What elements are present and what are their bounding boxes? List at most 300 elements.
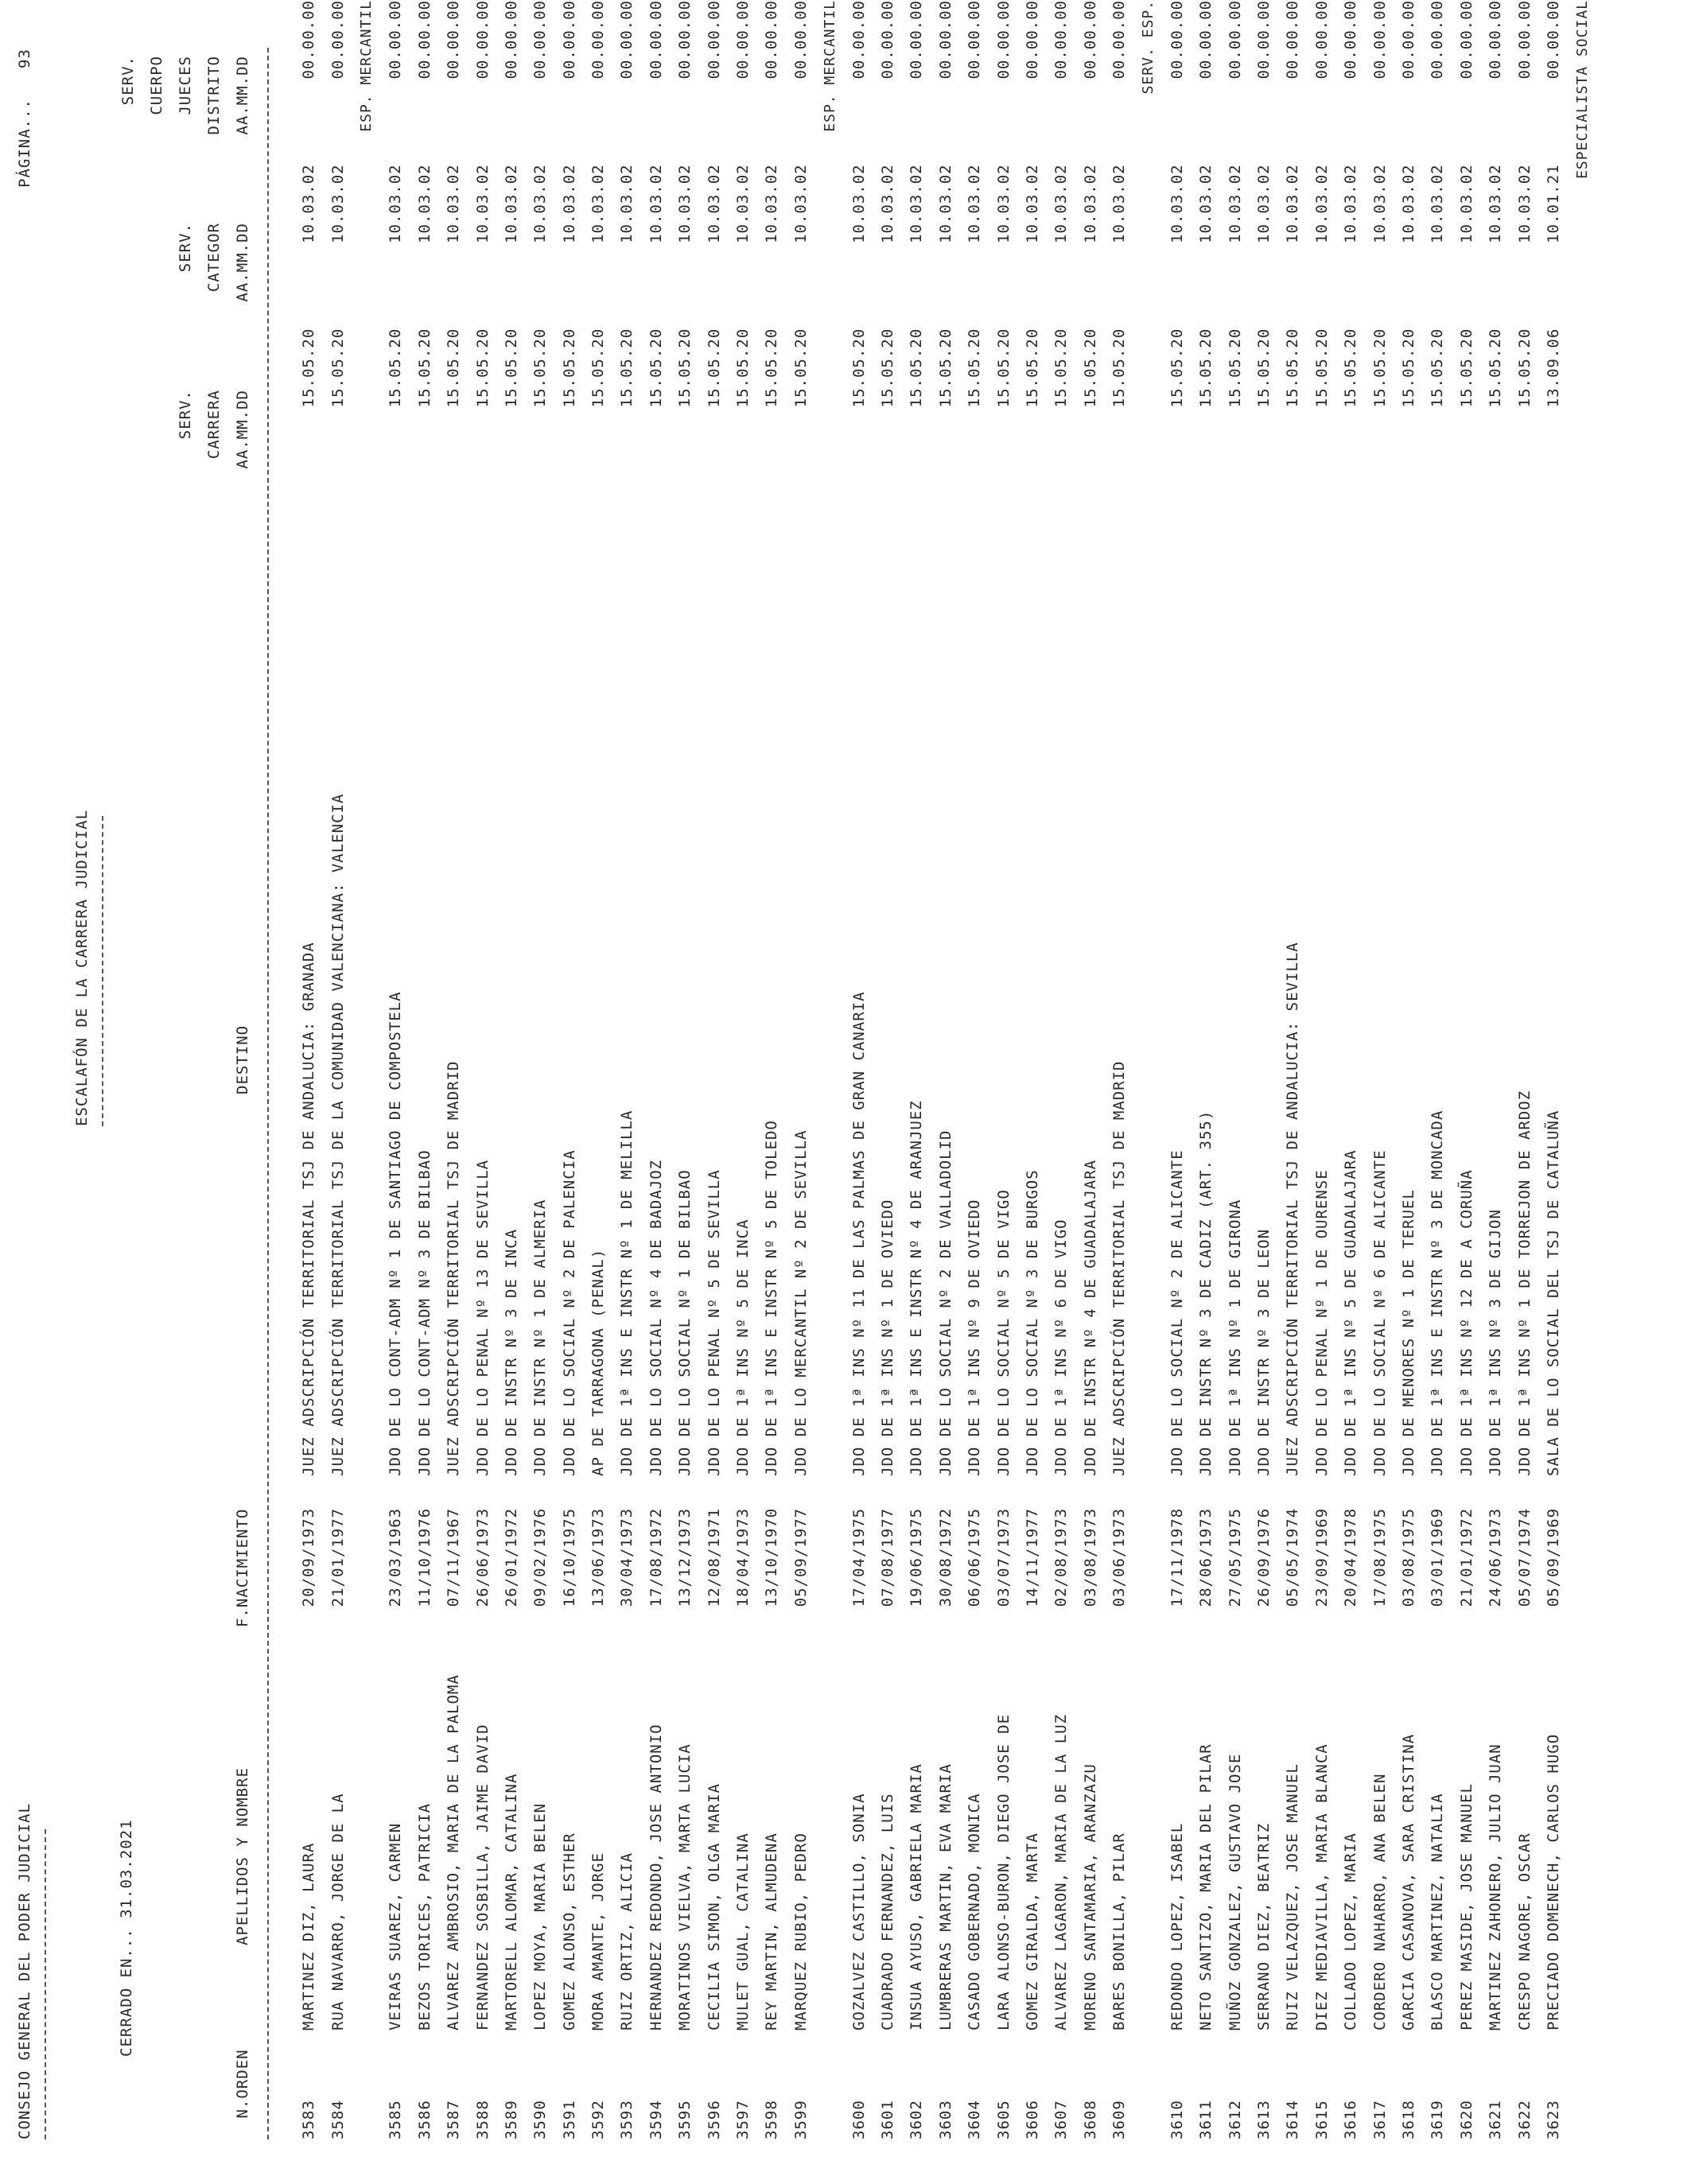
birth-date-cell: 30/08/1972 — [936, 1507, 954, 1607]
name-cell: LUMBRERAS MARTIN, EVA MARIA — [936, 1763, 954, 2031]
birth-date-cell: 30/04/1973 — [618, 1507, 636, 1607]
order-cell: 3592 — [589, 2100, 608, 2139]
service-category-cell: 10.03.02 — [1168, 164, 1186, 243]
col-cat-header-3: AA.MM.DD — [234, 223, 251, 302]
destination-cell: JDO DE LO SOCIAL Nº 2 DE ALICANTE — [1168, 1149, 1186, 1476]
service-district-cell: 00.00.00 — [1370, 0, 1389, 80]
service-district-cell: 00.00.00 — [300, 0, 318, 80]
birth-date-cell: 02/08/1973 — [1052, 1507, 1071, 1607]
service-district-cell: 00.00.00 — [531, 0, 550, 80]
name-cell: NETO SANTIZO, MARIA DEL PILAR — [1197, 1743, 1215, 2031]
destination-cell: SALA DE LO SOCIAL DEL TSJ DE CATALUÑA — [1544, 1109, 1562, 1476]
service-district-cell: 00.00.00 — [994, 0, 1013, 80]
destination-cell: JDO DE INSTR Nº 3 DE LEON — [1255, 1228, 1273, 1476]
name-cell: FERNANDEZ SOSBILLA, JAIME DAVID — [473, 1723, 492, 2031]
order-cell: 3601 — [879, 2100, 896, 2139]
col-carr-header-2: CARRERA — [205, 390, 223, 460]
service-district-cell: 00.00.00 — [328, 0, 347, 80]
service-category-cell: 10.03.02 — [531, 164, 550, 243]
table-row — [1076, 0, 1105, 2139]
service-career-cell: 15.05.20 — [1023, 328, 1041, 408]
service-district-cell: 00.00.00 — [763, 0, 781, 80]
service-category-cell: 10.03.02 — [1226, 164, 1244, 243]
destination-cell: JUEZ ADSCRIPCIÓN TERRITORIAL TSJ DE ANDALUCIA: SEVILLA — [1284, 942, 1302, 1476]
table-row — [439, 0, 468, 2139]
register-table — [294, 0, 1597, 2139]
table-row — [1278, 0, 1307, 2139]
table-row — [671, 0, 699, 2139]
destination-cell: JDO DE 1ª INS Nº 1 DE OVIEDO — [879, 1199, 896, 1476]
name-cell: MORA AMANTE, JORGE — [589, 1852, 608, 2031]
service-career-cell: 15.05.20 — [502, 328, 520, 408]
name-cell: GOMEZ GIRALDA, MARTA — [1023, 1832, 1041, 2031]
col-dist-header-2: CUERPO — [148, 56, 165, 115]
col-cat-header-2: CATEGOR — [205, 223, 223, 293]
name-cell: RUIZ VELAZQUEZ, JOSE MANUEL — [1284, 1763, 1302, 2031]
service-career-cell: 15.05.20 — [908, 328, 926, 408]
table-row — [1365, 0, 1394, 2139]
destination-cell: JDO DE INSTR Nº 4 DE GUADALAJARA — [1081, 1159, 1099, 1476]
order-cell: 3622 — [1515, 2100, 1534, 2139]
service-district-cell: 00.00.00 — [879, 0, 896, 80]
birth-date-cell: 17/04/1975 — [849, 1507, 868, 1607]
name-cell: MULET GUAL, CATALINA — [734, 1832, 752, 2031]
service-district-cell: 00.00.00 — [1312, 0, 1331, 80]
service-district-cell: 00.00.00 — [1342, 0, 1360, 80]
name-cell: BARES BONILLA, PILAR — [1110, 1832, 1129, 2031]
service-career-cell: 15.05.20 — [936, 328, 954, 408]
name-cell: MARTINEZ ZAHONERO, JULIO JUAN — [1487, 1743, 1505, 2031]
name-cell: CECILIA SIMON, OLGA MARIA — [705, 1783, 723, 2031]
order-cell: 3583 — [300, 2100, 318, 2139]
document-title: ESCALAFÓN DE LA CARRERA JUDICIAL — [73, 809, 91, 1126]
order-cell: 3586 — [415, 2100, 433, 2139]
name-cell: INSUA AYUSO, GABRIELA MARIA — [908, 1763, 926, 2031]
name-cell: SERRANO DIEZ, BEATRIZ — [1255, 1822, 1273, 2031]
col-order-header: N.ORDEN — [234, 2049, 251, 2119]
order-cell: 3591 — [560, 2100, 578, 2139]
birth-date-cell: 14/11/1977 — [1023, 1507, 1041, 1607]
service-district-cell: 00.00.00 — [1081, 0, 1099, 80]
service-career-cell: 15.05.20 — [1457, 328, 1475, 408]
table-row — [902, 0, 931, 2139]
service-district-cell: 00.00.00 — [1487, 0, 1505, 80]
birth-date-cell: 20/09/1973 — [300, 1507, 318, 1607]
service-category-cell: 10.03.02 — [1400, 164, 1418, 243]
name-cell: MORATINOS VIELVA, MARTA LUCIA — [676, 1743, 694, 2031]
service-career-cell: 15.05.20 — [1226, 328, 1244, 408]
table-row — [1510, 0, 1538, 2139]
table-row — [584, 0, 612, 2139]
service-category-cell: 10.03.02 — [1110, 164, 1129, 243]
order-cell: 3602 — [908, 2100, 926, 2139]
destination-cell: JDO DE 1ª INS Nº 5 DE GUADALAJARA — [1342, 1149, 1360, 1476]
service-district-cell: 00.00.00 — [1429, 0, 1447, 80]
birth-date-cell: 26/09/1976 — [1255, 1507, 1273, 1607]
service-category-cell: 10.03.02 — [328, 164, 347, 243]
table-row — [1336, 0, 1365, 2139]
birth-date-cell: 13/06/1973 — [589, 1507, 608, 1607]
service-career-cell: 15.05.20 — [791, 328, 810, 408]
service-career-cell: 15.05.20 — [1400, 328, 1418, 408]
order-cell: 3612 — [1226, 2100, 1244, 2139]
name-cell: GOMEZ ALONSO, ESTHER — [560, 1832, 578, 2031]
service-district-cell: 00.00.00 — [1284, 0, 1302, 80]
table-row — [642, 0, 671, 2139]
service-career-cell: 15.05.20 — [966, 328, 984, 408]
service-career-cell: 15.05.20 — [1081, 328, 1099, 408]
birth-date-cell: 03/01/1969 — [1429, 1507, 1447, 1607]
page-number: 93 — [16, 49, 33, 68]
table-row — [1539, 0, 1568, 2139]
service-career-cell: 15.05.20 — [300, 328, 318, 408]
order-cell: 3598 — [763, 2100, 781, 2139]
order-cell: 3623 — [1544, 2100, 1562, 2139]
service-career-cell: 15.05.20 — [1312, 328, 1331, 408]
order-cell: 3604 — [966, 2100, 984, 2139]
service-career-cell: 15.05.20 — [849, 328, 868, 408]
name-cell: RUA NAVARRO, JORGE DE LA — [328, 1793, 347, 2031]
table-row — [1105, 0, 1133, 2139]
service-district-cell: 00.00.00 — [1255, 0, 1273, 80]
service-district-cell: 00.00.00 — [908, 0, 926, 80]
name-cell: CUADRADO FERNANDEZ, LUIS — [879, 1793, 896, 2031]
title-underline — [102, 816, 103, 1126]
name-cell: MUÑOZ GONZALEZ, GUSTAVO JOSE — [1226, 1753, 1244, 2031]
table-row — [1394, 0, 1423, 2139]
name-cell: REDONDO LOPEZ, ISABEL — [1168, 1822, 1186, 2031]
service-district-cell: 00.00.00 — [1110, 0, 1129, 80]
table-row — [1452, 0, 1481, 2139]
table-row — [526, 0, 554, 2139]
service-category-cell: 10.03.02 — [1023, 164, 1041, 243]
col-dist-header-3: JUECES — [177, 56, 194, 115]
destination-cell: JDO DE 1ª INS Nº 5 DE INCA — [734, 1218, 752, 1476]
destination-cell: JUEZ ADSCRIPCIÓN TERRITORIAL TSJ DE MADRID — [1110, 1060, 1129, 1476]
birth-date-cell: 13/12/1973 — [676, 1507, 694, 1607]
group-heading: SERV. ESP. — [1140, 0, 1157, 95]
order-cell: 3600 — [849, 2100, 868, 2139]
order-cell: 3603 — [936, 2100, 954, 2139]
table-row — [1018, 0, 1047, 2139]
table-row — [410, 0, 439, 2139]
destination-cell: AP DE TARRAGONA (PENAL) — [589, 1248, 608, 1476]
service-category-cell: 10.03.02 — [1284, 164, 1302, 243]
name-cell: PRECIADO DOMENECH, CARLOS HUGO — [1544, 1733, 1562, 2031]
service-district-cell: 00.00.00 — [1515, 0, 1534, 80]
service-category-cell: 10.03.02 — [763, 164, 781, 243]
service-career-cell: 15.05.20 — [618, 328, 636, 408]
destination-cell: JDO DE LO MERCANTIL Nº 2 DE SEVILLA — [791, 1129, 810, 1476]
service-category-cell: 10.03.02 — [618, 164, 636, 243]
service-category-cell: 10.01.21 — [1544, 164, 1562, 243]
destination-cell: JDO DE MENORES Nº 1 DE TERUEL — [1400, 1189, 1418, 1476]
order-cell: 3596 — [705, 2100, 723, 2139]
service-category-cell: 10.03.02 — [445, 164, 463, 243]
name-cell: CRESPO NAGORE, OSCAR — [1515, 1832, 1534, 2031]
birth-date-cell: 12/08/1971 — [705, 1507, 723, 1607]
birth-date-cell: 28/06/1973 — [1197, 1507, 1215, 1607]
order-cell: 3617 — [1370, 2100, 1389, 2139]
service-category-cell: 10.03.02 — [908, 164, 926, 243]
name-cell: COLLADO LOPEZ, MARIA — [1342, 1832, 1360, 2031]
service-category-cell: 10.03.02 — [589, 164, 608, 243]
service-career-cell: 15.05.20 — [473, 328, 492, 408]
service-career-cell: 15.05.20 — [1284, 328, 1302, 408]
table-row — [931, 0, 960, 2139]
destination-cell: JUEZ ADSCRIPCIÓN TERRITORIAL TSJ DE ANDALUCIA: GRANADA — [300, 942, 318, 1476]
table-row — [1481, 0, 1510, 2139]
group-heading-row — [815, 0, 844, 2139]
table-row — [757, 0, 786, 2139]
destination-cell: JDO DE LO SOCIAL Nº 2 DE PALENCIA — [560, 1149, 578, 1476]
service-career-cell: 15.05.20 — [445, 328, 463, 408]
birth-date-cell: 16/10/1975 — [560, 1507, 578, 1607]
name-cell: GOZALVEZ CASTILLO, SONIA — [849, 1793, 868, 2031]
order-cell: 3611 — [1197, 2100, 1215, 2139]
service-career-cell: 15.05.20 — [1255, 328, 1273, 408]
destination-cell: JDO DE LO SOCIAL Nº 3 DE BURGOS — [1023, 1169, 1041, 1476]
name-cell: MARQUEZ RUBIO, PEDRO — [791, 1832, 810, 2031]
header-separator — [267, 48, 269, 2139]
order-cell: 3584 — [328, 2100, 347, 2139]
destination-cell: JDO DE 1ª INS E INSTR Nº 3 DE MONCADA — [1429, 1109, 1447, 1476]
birth-date-cell: 09/02/1976 — [531, 1507, 550, 1607]
service-category-cell: 10.03.02 — [1312, 164, 1331, 243]
destination-cell: JDO DE LO CONT-ADM Nº 1 DE SANTIAGO DE COMPOSTELA — [387, 991, 405, 1476]
order-cell: 3615 — [1312, 2100, 1331, 2139]
service-district-cell: 00.00.00 — [734, 0, 752, 80]
table-row — [1423, 0, 1452, 2139]
service-district-cell: 00.00.00 — [676, 0, 694, 80]
name-cell: ALVAREZ LAGARON, MARIA DE LA LUZ — [1052, 1713, 1071, 2031]
service-category-cell: 10.03.02 — [1487, 164, 1505, 243]
birth-date-cell: 07/08/1977 — [879, 1507, 896, 1607]
table-row — [729, 0, 757, 2139]
col-name-header: APELLIDOS Y NOMBRE — [234, 1767, 251, 1945]
destination-cell: JDO DE LO SOCIAL Nº 2 DE VALLADOLID — [936, 1129, 954, 1476]
service-career-cell: 15.05.20 — [1197, 328, 1215, 408]
order-cell: 3599 — [791, 2100, 810, 2139]
birth-date-cell: 20/04/1978 — [1342, 1507, 1360, 1607]
birth-date-cell: 17/11/1978 — [1168, 1507, 1186, 1607]
service-district-cell: 00.00.00 — [791, 0, 810, 80]
service-category-cell: 10.03.02 — [936, 164, 954, 243]
service-district-cell: 00.00.00 — [1400, 0, 1418, 80]
col-cat-header-1: SERV. — [177, 223, 194, 273]
order-cell: 3588 — [473, 2100, 492, 2139]
service-district-cell: 00.00.00 — [1052, 0, 1071, 80]
service-category-cell: 10.03.02 — [1515, 164, 1534, 243]
name-cell: LOPEZ MOYA, MARIA BELEN — [531, 1802, 550, 2031]
name-cell: CASADO GOBERNADO, MONICA — [966, 1793, 984, 2031]
order-cell: 3593 — [618, 2100, 636, 2139]
service-district-cell: 00.00.00 — [560, 0, 578, 80]
destination-cell: JDO DE LO SOCIAL Nº 1 DE BILBAO — [676, 1169, 694, 1476]
service-district-cell: 00.00.00 — [1197, 0, 1215, 80]
service-district-cell: 00.00.00 — [618, 0, 636, 80]
group-heading: ESPECIALISTA SOCIAL — [1573, 0, 1591, 179]
birth-date-cell: 23/09/1969 — [1312, 1507, 1331, 1607]
org-name: CONSEJO GENERAL DEL PODER JUDICIAL — [16, 1803, 33, 2139]
name-cell: VEIRAS SUAREZ, CARMEN — [387, 1822, 405, 2031]
birth-date-cell: 18/04/1973 — [734, 1507, 752, 1607]
order-cell: 3597 — [734, 2100, 752, 2139]
table-row — [844, 0, 873, 2139]
table-row — [1163, 0, 1191, 2139]
service-category-cell: 10.03.02 — [791, 164, 810, 243]
service-district-cell: 00.00.00 — [966, 0, 984, 80]
table-row — [699, 0, 728, 2139]
service-career-cell: 15.05.20 — [676, 328, 694, 408]
name-cell: GARCIA CASANOVA, SARA CRISTINA — [1400, 1733, 1418, 2031]
service-career-cell: 15.05.20 — [387, 328, 405, 408]
destination-cell: JDO DE LO PENAL Nº 13 DE SEVILLA — [473, 1159, 492, 1476]
closed-date: CERRADO EN... 31.03.2021 — [118, 1819, 135, 2057]
birth-date-cell: 06/06/1975 — [966, 1507, 984, 1607]
destination-cell: JDO DE 1ª INS E INSTR Nº 5 DE TOLEDO — [763, 1120, 781, 1476]
destination-cell: JDO DE 1ª INS Nº 11 DE LAS PALMAS DE GRAN CANARIA — [849, 991, 868, 1476]
destination-cell: JDO DE 1ª INS Nº 1 DE TORREJON DE ARDOZ — [1515, 1090, 1534, 1476]
name-cell: PEREZ MASIDE, JOSE MANUEL — [1457, 1783, 1475, 2031]
service-career-cell: 15.05.20 — [560, 328, 578, 408]
name-cell: BEZOS TORICES, PATRICIA — [415, 1802, 433, 2031]
birth-date-cell: 17/08/1975 — [1370, 1507, 1389, 1607]
service-career-cell: 15.05.20 — [1052, 328, 1071, 408]
table-row — [989, 0, 1017, 2139]
destination-cell: JDO DE INSTR Nº 3 DE CADIZ (ART. 355) — [1197, 1109, 1215, 1476]
birth-date-cell: 07/11/1967 — [445, 1507, 463, 1607]
destination-cell: JDO DE 1ª INS Nº 9 DE OVIEDO — [966, 1199, 984, 1476]
service-career-cell: 15.05.20 — [1515, 328, 1534, 408]
table-row — [1250, 0, 1278, 2139]
service-category-cell: 10.03.02 — [1255, 164, 1273, 243]
service-category-cell: 10.03.02 — [560, 164, 578, 243]
birth-date-cell: 26/01/1972 — [502, 1507, 520, 1607]
service-category-cell: 10.03.02 — [387, 164, 405, 243]
destination-cell: JDO DE LO SOCIAL Nº 4 DE BADAJOZ — [647, 1159, 665, 1476]
service-district-cell: 00.00.00 — [1226, 0, 1244, 80]
service-career-cell: 15.05.20 — [328, 328, 347, 408]
destination-cell: JDO DE LO SOCIAL Nº 6 DE ALICANTE — [1370, 1149, 1389, 1476]
order-cell: 3616 — [1342, 2100, 1360, 2139]
birth-date-cell: 21/01/1977 — [328, 1507, 347, 1607]
service-career-cell: 15.05.20 — [994, 328, 1013, 408]
service-district-cell: 00.00.00 — [473, 0, 492, 80]
service-district-cell: 00.00.00 — [415, 0, 433, 80]
order-cell: 3613 — [1255, 2100, 1273, 2139]
service-district-cell: 00.00.00 — [502, 0, 520, 80]
service-district-cell: 00.00.00 — [387, 0, 405, 80]
service-career-cell: 15.05.20 — [647, 328, 665, 408]
name-cell: HERNANDEZ REDONDO, JOSE ANTONIO — [647, 1723, 665, 2031]
name-cell: RUIZ ORTIZ, ALICIA — [618, 1852, 636, 2031]
service-career-cell: 15.05.20 — [1370, 328, 1389, 408]
name-cell: LARA ALONSO-BURON, DIEGO JOSE DE — [994, 1713, 1013, 2031]
name-cell: ALVAREZ AMBROSIO, MARIA DE LA PALOMA — [445, 1674, 463, 2031]
table-row — [873, 0, 902, 2139]
service-category-cell: 10.03.02 — [676, 164, 694, 243]
service-district-cell: 00.00.00 — [936, 0, 954, 80]
table-row — [294, 0, 323, 2139]
birth-date-cell: 21/01/1972 — [1457, 1507, 1475, 1607]
page-label: PÁGINA... — [16, 99, 33, 188]
destination-cell: JDO DE INSTR Nº 3 DE INCA — [502, 1228, 520, 1476]
service-career-cell: 15.05.20 — [589, 328, 608, 408]
col-dist-header-4: DISTRITO — [205, 56, 223, 135]
destination-cell: JDO DE 1ª INS Nº 3 DE GIJON — [1487, 1209, 1505, 1476]
service-category-cell: 10.03.02 — [473, 164, 492, 243]
destination-cell: JDO DE INSTR Nº 1 DE ALMERIA — [531, 1199, 550, 1476]
service-district-cell: 00.00.00 — [445, 0, 463, 80]
birth-date-cell: 13/10/1970 — [763, 1507, 781, 1607]
service-district-cell: 00.00.00 — [1544, 0, 1562, 80]
order-cell: 3609 — [1110, 2100, 1129, 2139]
service-category-cell: 10.03.02 — [879, 164, 896, 243]
order-cell: 3595 — [676, 2100, 694, 2139]
service-career-cell: 15.05.20 — [763, 328, 781, 408]
birth-date-cell: 03/08/1975 — [1400, 1507, 1418, 1607]
service-career-cell: 15.05.20 — [1168, 328, 1186, 408]
birth-date-cell: 11/10/1976 — [415, 1507, 433, 1607]
order-cell: 3594 — [647, 2100, 665, 2139]
service-category-cell: 10.03.02 — [994, 164, 1013, 243]
destination-cell: JDO DE 1ª INS E INSTR Nº 4 DE ARANJUEZ — [908, 1100, 926, 1476]
birth-date-cell: 03/07/1973 — [994, 1507, 1013, 1607]
name-cell: BLASCO MARTINEZ, NATALIA — [1429, 1793, 1447, 2031]
service-category-cell: 10.03.02 — [647, 164, 665, 243]
service-career-cell: 15.05.20 — [1342, 328, 1360, 408]
group-heading-row — [1568, 0, 1596, 2139]
order-cell: 3607 — [1052, 2100, 1071, 2139]
order-cell: 3610 — [1168, 2100, 1186, 2139]
table-row — [323, 0, 352, 2139]
service-career-cell: 15.05.20 — [1110, 328, 1129, 408]
service-district-cell: 00.00.00 — [589, 0, 608, 80]
order-cell: 3614 — [1284, 2100, 1302, 2139]
destination-cell: JDO DE 1ª INS Nº 1 DE GIRONA — [1226, 1199, 1244, 1476]
name-cell: MARTINEZ DIZ, LAURA — [300, 1842, 318, 2031]
name-cell: CORDERO NAHARRO, ANA BELEN — [1370, 1773, 1389, 2031]
service-career-cell: 15.05.20 — [1487, 328, 1505, 408]
destination-cell: JUEZ ADSCRIPCIÓN TERRITORIAL TSJ DE MADRID — [445, 1060, 463, 1476]
name-cell: MARTORELL ALOMAR, CATALINA — [502, 1773, 520, 2031]
destination-cell: JDO DE LO PENAL Nº 1 DE OURENSE — [1312, 1169, 1331, 1476]
birth-date-cell: 24/06/1973 — [1487, 1507, 1505, 1607]
service-district-cell: 00.00.00 — [849, 0, 868, 80]
service-career-cell: 15.05.20 — [415, 328, 433, 408]
col-dest-header: DESTINO — [234, 1024, 251, 1094]
birth-date-cell: 05/05/1974 — [1284, 1507, 1302, 1607]
table-row — [960, 0, 989, 2139]
service-district-cell: 00.00.00 — [1168, 0, 1186, 80]
service-category-cell: 10.03.02 — [415, 164, 433, 243]
order-cell: 3619 — [1429, 2100, 1447, 2139]
service-category-cell: 10.03.02 — [705, 164, 723, 243]
service-category-cell: 10.03.02 — [1429, 164, 1447, 243]
table-row — [1047, 0, 1075, 2139]
order-cell: 3585 — [387, 2100, 405, 2139]
birth-date-cell: 05/07/1974 — [1515, 1507, 1534, 1607]
table-row — [468, 0, 496, 2139]
table-row — [612, 0, 641, 2139]
destination-cell: JDO DE 1ª INS Nº 6 DE VIGO — [1052, 1218, 1071, 1476]
order-cell: 3589 — [502, 2100, 520, 2139]
col-birth-header: F.NACIMIENTO — [234, 1508, 251, 1627]
birth-date-cell: 26/06/1973 — [473, 1507, 492, 1607]
table-row — [497, 0, 526, 2139]
name-cell: REY MARTIN, ALMUDENA — [763, 1832, 781, 2031]
